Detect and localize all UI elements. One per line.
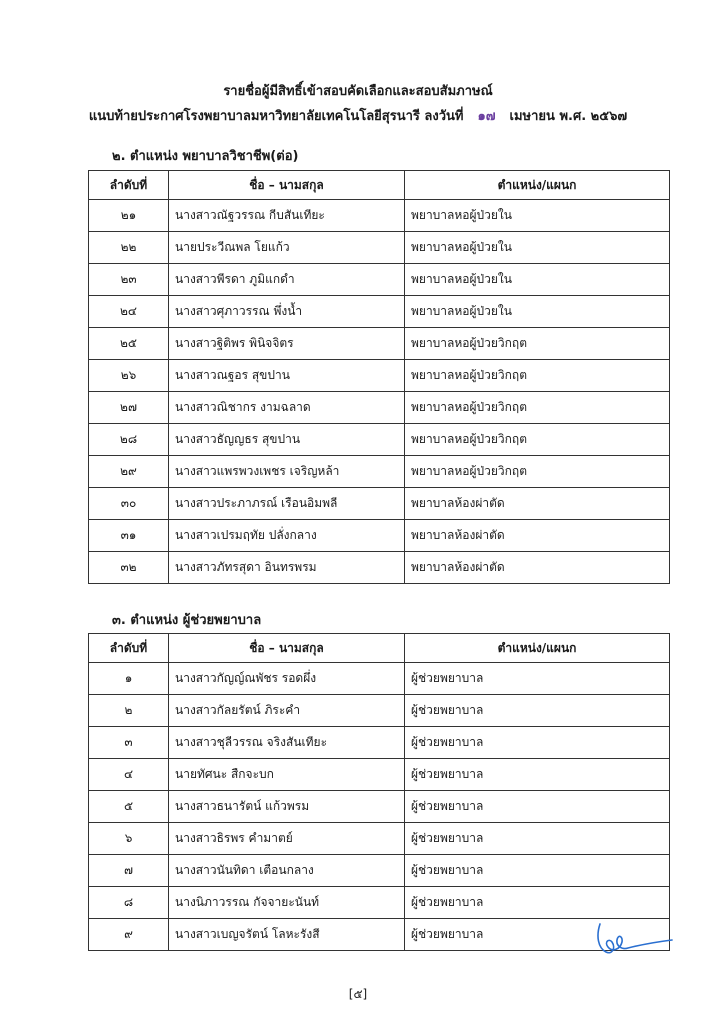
table-row (89, 727, 670, 759)
table-row (89, 520, 670, 552)
row-number: ๒๗ (89, 392, 169, 424)
row-number: ๓ (89, 727, 169, 759)
applicant-name: นางสาวธิรพร คำมาตย์ (169, 823, 405, 855)
table-row (89, 823, 670, 855)
table-row (89, 791, 670, 823)
table-row (89, 424, 670, 456)
row-number: ๕ (89, 791, 169, 823)
column-header-position: ตำแหน่ง/แผนก (405, 634, 670, 663)
row-number: ๘ (89, 887, 169, 919)
table-row (89, 296, 670, 328)
applicant-name: นางสาวกัลยรัตน์ ภิระคำ (169, 695, 405, 727)
table-row (89, 887, 670, 919)
announcement-reference: แนบท้ายประกาศโรงพยาบาลมหาวิทยาลัยเทคโนโลยีสุรนารี ลงวันที่ (88, 109, 464, 124)
applicant-name: นางสาวศุภาวรรณ พึ่งน้ำ (169, 296, 405, 328)
applicant-name: นางสาวณิชากร งามฉลาด (169, 392, 405, 424)
position-department: พยาบาลห้องผ่าตัด (405, 520, 670, 552)
position-department: พยาบาลหอผู้ป่วยใน (405, 264, 670, 296)
row-number: ๒ (89, 695, 169, 727)
row-number: ๒๕ (89, 328, 169, 360)
column-header-name: ชื่อ – นามสกุล (169, 634, 405, 663)
column-header-order: ลำดับที่ (89, 634, 169, 663)
table-row (89, 552, 670, 584)
applicant-name: นางสาวนันทิดา เตือนกลาง (169, 855, 405, 887)
position-department: พยาบาลห้องผ่าตัด (405, 488, 670, 520)
position-department: พยาบาลหอผู้ป่วยวิกฤต (405, 360, 670, 392)
table-row (89, 360, 670, 392)
position-department: พยาบาลหอผู้ป่วยวิกฤต (405, 424, 670, 456)
applicant-name: นางสาวธนารัตน์ แก้วพรม (169, 791, 405, 823)
table-header-row (89, 634, 670, 663)
position-department: พยาบาลห้องผ่าตัด (405, 552, 670, 584)
row-number: ๒๔ (89, 296, 169, 328)
position-department: ผู้ช่วยพยาบาล (405, 791, 670, 823)
table-row (89, 488, 670, 520)
document-subtitle (0, 105, 716, 126)
section-heading-nurse-assistant: ๓. ตำแหน่ง ผู้ช่วยพยาบาล (112, 613, 262, 628)
applicant-name: นางสาวณัฐวรรณ กีบสันเทียะ (169, 200, 405, 232)
table-row (89, 759, 670, 791)
applicant-name: นายประวีณพล โยแก้ว (169, 232, 405, 264)
table-row (89, 328, 670, 360)
applicant-name: นางนิภาวรรณ กัจจายะนันท์ (169, 887, 405, 919)
position-department: ผู้ช่วยพยาบาล (405, 727, 670, 759)
applicant-name: นางสาวประภาภรณ์ เรือนอิมพลี (169, 488, 405, 520)
position-department: ผู้ช่วยพยาบาล (405, 823, 670, 855)
position-department: พยาบาลหอผู้ป่วยวิกฤต (405, 328, 670, 360)
column-header-order: ลำดับที่ (89, 171, 169, 200)
position-department: ผู้ช่วยพยาบาล (405, 663, 670, 695)
section-heading-registered-nurse: ๒. ตำแหน่ง พยาบาลวิชาชีพ(ต่อ) (112, 149, 299, 164)
applicant-name: นางสาวฐิติพร พินิจจิตร (169, 328, 405, 360)
row-number: ๒๘ (89, 424, 169, 456)
position-department: ผู้ช่วยพยาบาล (405, 887, 670, 919)
position-department: ผู้ช่วยพยาบาล (405, 695, 670, 727)
row-number: ๓๐ (89, 488, 169, 520)
handwritten-signature (592, 918, 674, 958)
applicant-name: นางสาวเปรมฤทัย ปลั่งกลาง (169, 520, 405, 552)
announcement-day: ๑๗ (477, 109, 496, 124)
row-number: ๑ (89, 663, 169, 695)
position-department: ผู้ช่วยพยาบาล (405, 759, 670, 791)
row-number: ๒๒ (89, 232, 169, 264)
position-department: พยาบาลหอผู้ป่วยใน (405, 232, 670, 264)
applicant-name: นางสาวแพรพวงเพชร เจริญหล้า (169, 456, 405, 488)
position-department: ผู้ช่วยพยาบาล (405, 919, 670, 951)
registered-nurse-table (88, 170, 670, 584)
table-row (89, 264, 670, 296)
applicant-name: นางสาวภัทรสุดา อินทรพรม (169, 552, 405, 584)
page-number: [๕] (348, 987, 368, 1001)
row-number: ๖ (89, 823, 169, 855)
position-department: พยาบาลหอผู้ป่วยใน (405, 200, 670, 232)
table-row (89, 232, 670, 264)
row-number: ๒๙ (89, 456, 169, 488)
table-row (89, 392, 670, 424)
document-title: รายชื่อผู้มีสิทธิ์เข้าสอบคัดเลือกและสอบสัมภาษณ์ (223, 84, 493, 99)
table-row (89, 695, 670, 727)
position-department: พยาบาลหอผู้ป่วยวิกฤต (405, 392, 670, 424)
row-number: ๒๓ (89, 264, 169, 296)
applicant-name: นางสาวพีรดา ภูมิแกดำ (169, 264, 405, 296)
applicant-name: นางสาวกัญญ์ณพัชร รอดผึ่ง (169, 663, 405, 695)
position-department: ผู้ช่วยพยาบาล (405, 855, 670, 887)
row-number: ๒๑ (89, 200, 169, 232)
announcement-month-year: เมษายน พ.ศ. ๒๕๖๗ (509, 109, 628, 124)
applicant-name: นางสาวเบญจรัตน์ โลหะรังสี (169, 919, 405, 951)
row-number: ๓๒ (89, 552, 169, 584)
table-header-row (89, 171, 670, 200)
applicant-name: นางสาวชุลีวรรณ จริงสันเทียะ (169, 727, 405, 759)
nurse-assistant-table (88, 633, 670, 951)
table-row (89, 200, 670, 232)
table-row (89, 456, 670, 488)
position-department: พยาบาลหอผู้ป่วยวิกฤต (405, 456, 670, 488)
applicant-name: นางสาวธัญญธร สุขปาน (169, 424, 405, 456)
applicant-name: นายทัศนะ สืกจะบก (169, 759, 405, 791)
row-number: ๗ (89, 855, 169, 887)
row-number: ๓๑ (89, 520, 169, 552)
column-header-position: ตำแหน่ง/แผนก (405, 171, 670, 200)
row-number: ๔ (89, 759, 169, 791)
position-department: พยาบาลหอผู้ป่วยใน (405, 296, 670, 328)
applicant-name: นางสาวณฐอร สุขปาน (169, 360, 405, 392)
table-row (89, 919, 670, 951)
row-number: ๙ (89, 919, 169, 951)
table-row (89, 855, 670, 887)
row-number: ๒๖ (89, 360, 169, 392)
column-header-name: ชื่อ – นามสกุล (169, 171, 405, 200)
table-row (89, 663, 670, 695)
